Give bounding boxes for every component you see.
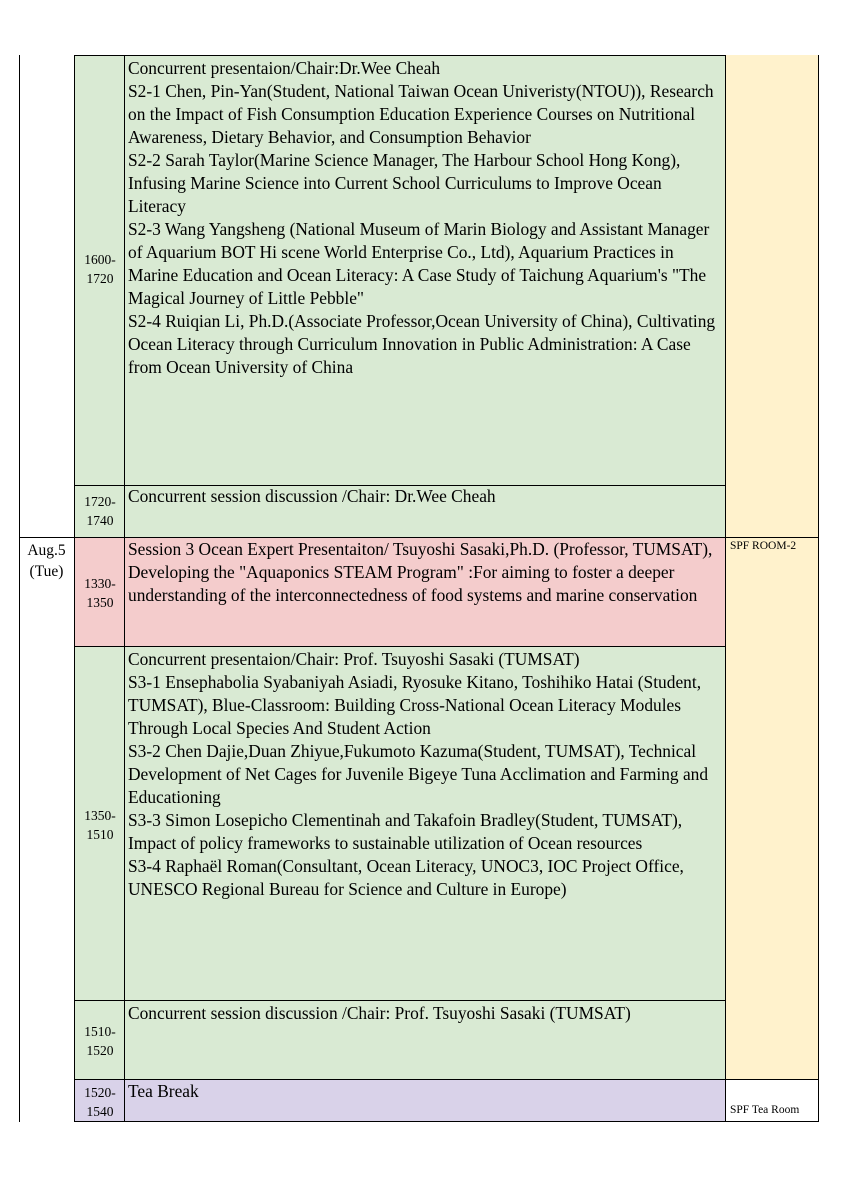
grid-line: [74, 55, 725, 56]
date-cell: [19, 540, 74, 582]
grid-line: [725, 55, 726, 1122]
room-label: SPF ROOM-2: [730, 540, 797, 552]
session-content: Concurrent session discussion /Chair: Prof. Tsuyoshi Sasaki (TUMSAT): [128, 1003, 631, 1023]
date-weekday: (Tue): [29, 563, 64, 580]
venue-column-fill: [725, 55, 818, 1079]
time-cell: 1510- 1520: [84, 1024, 116, 1058]
grid-line: [74, 1121, 818, 1122]
date-day: Aug.5: [27, 542, 66, 559]
time-cell: 1330- 1350: [84, 576, 116, 610]
tea-room-label: SPF Tea Room: [730, 1104, 800, 1116]
session-content: Tea Break: [128, 1081, 199, 1101]
session-content: Concurrent session discussion /Chair: Dr.Wee Cheah: [128, 486, 496, 506]
session-content: Session 3 Ocean Expert Presentaiton/ Tsuyoshi Sasaki,Ph.D. (Professor, TUMSAT), Developing the "Aquaponics STEAM Program" :For aiming to foster a deeper understanding of the interconnectedness of food systems and marine conservation: [128, 539, 713, 605]
time-cell: 1520- 1540: [84, 1085, 116, 1119]
time-cell: 1720- 1740: [84, 494, 116, 528]
time-cell: 1600- 1720: [84, 252, 116, 286]
grid-line: [818, 55, 819, 1122]
time-cell: 1350- 1510: [84, 808, 116, 842]
grid-line: [74, 646, 725, 647]
grid-line: [74, 1000, 725, 1001]
grid-line: [19, 55, 20, 1122]
session-content: Concurrent presentaion/Chair:Dr.Wee Cheah S2-1 Chen, Pin-Yan(Student, National Taiwan Ocean Univeristy(NTOU)), Research on the Impact of Fish Consumption Education Experience Courses on Nutritional Awareness, Dietary Behavior, and Consumption Behavior S2-2 Sarah Taylor(Marine Science Manager, The Harbour School Hong Kong), Infusing Marine Science into Current School Curriculums to Improve Ocean Literacy S2-3 Wang Yangsheng (National Museum of Marin Biology and Assistant Manager of Aquarium BOT Hi scene World Enterprise Co., Ltd), Aquarium Practices in Marine Education and Ocean Literacy: A Case Study of Taichung Aquarium's "The Magical Journey of Little Pebble" S2-4 Ruiqian Li, Ph.D.(Associate Professor,Ocean University of China), Cultivating Ocean Literacy through Curriculum Innovation in Public Administration: A Case from Ocean University of China: [128, 58, 716, 377]
session-content: Concurrent presentaion/Chair: Prof. Tsuyoshi Sasaki (TUMSAT) S3-1 Ensephabolia Syabaniyah Asiadi, Ryosuke Kitano, Toshihiko Hatai (Student, TUMSAT), Blue-Classroom: Building Cross-National Ocean Literacy Modules Through Local Species And Student Action S3-2 Chen Dajie,Duan Zhiyue,Fukumoto Kazuma(Student, TUMSAT), Technical Development of Net Cages for Juvenile Bigeye Tuna Acclimation and Farming and Educationing S3-3 Simon Losepicho Clementinah and Takafoin Bradley(Student, TUMSAT), Impact of policy frameworks to sustainable utilization of Ocean resources S3-4 Raphaël Roman(Consultant, Ocean Literacy, UNOC3, IOC Project Office, UNESCO Regional Bureau for Science and Culture in Europe): [128, 649, 709, 899]
